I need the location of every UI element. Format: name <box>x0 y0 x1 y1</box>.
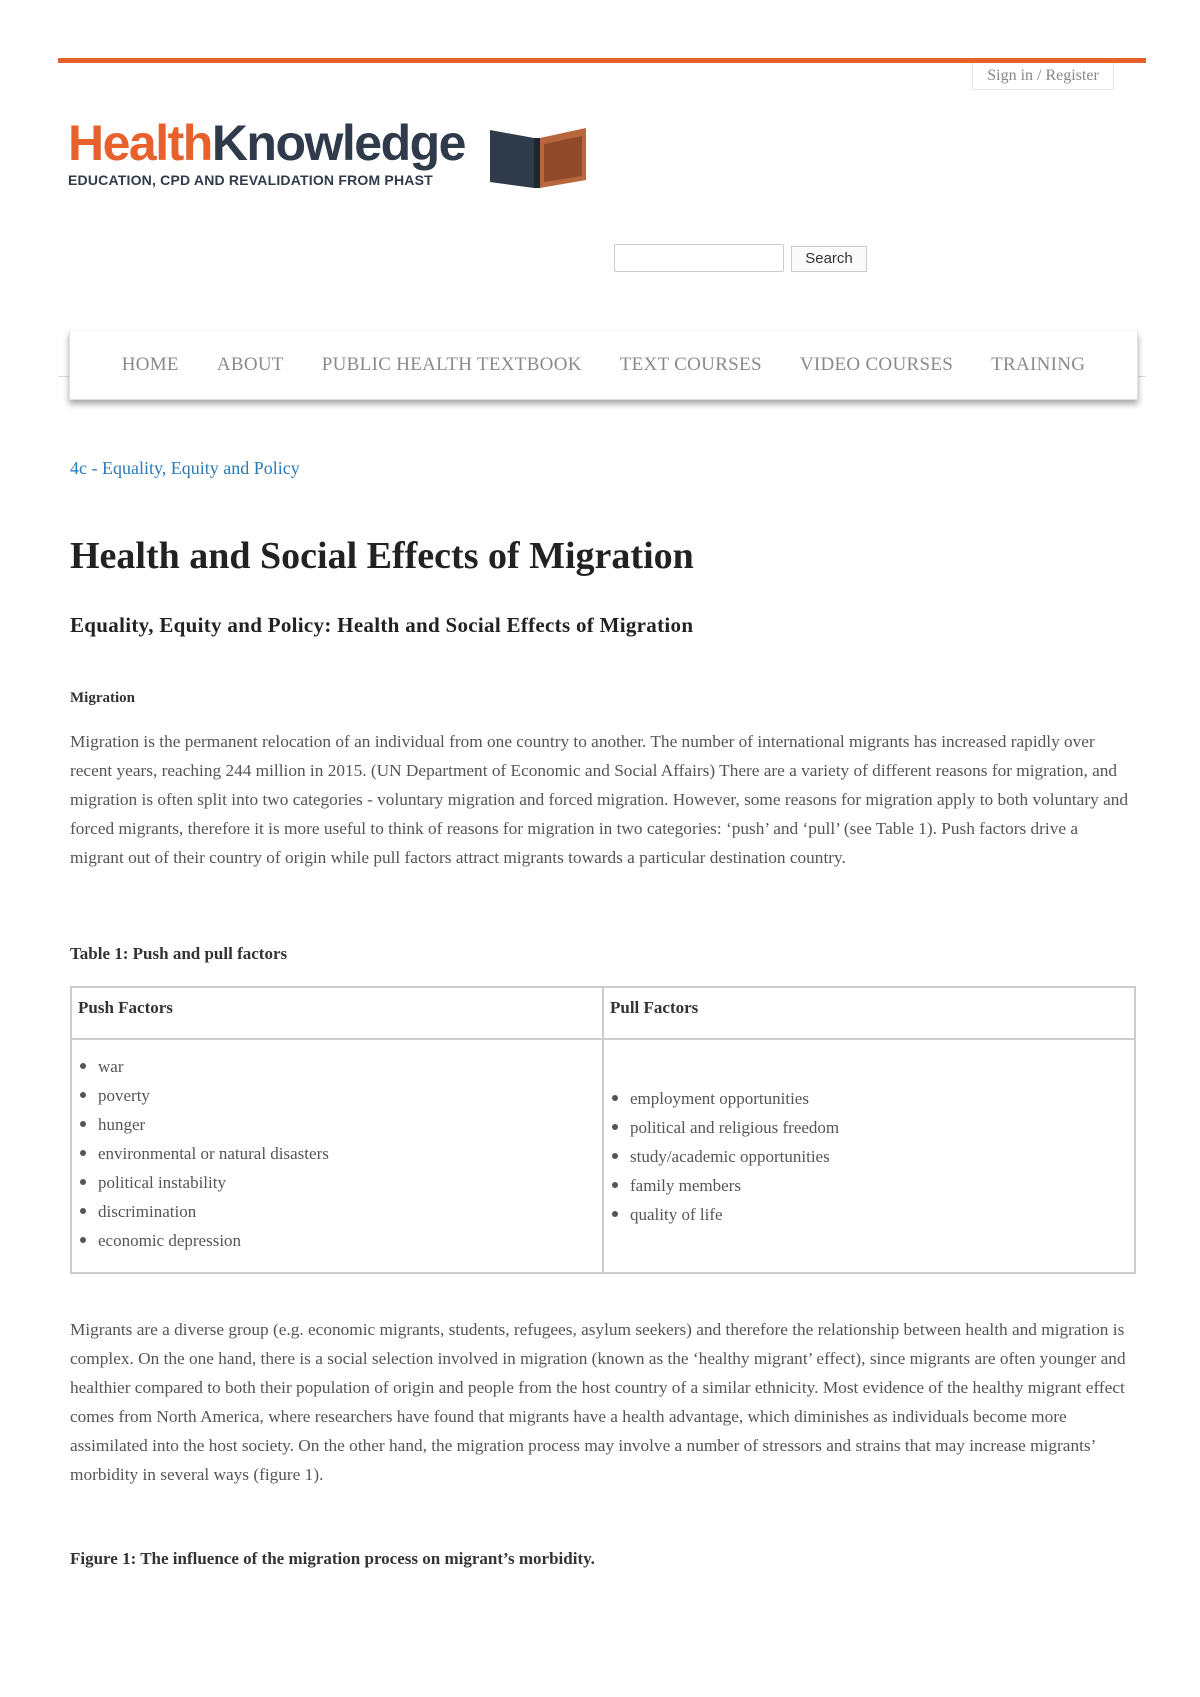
book-logo-icon <box>486 124 590 192</box>
list-item: economic depression <box>78 1226 596 1255</box>
list-item: quality of life <box>610 1200 1128 1229</box>
nav-item-home[interactable]: HOME <box>121 354 179 375</box>
page-title: Health and Social Effects of Migration <box>70 535 694 577</box>
list-item: hunger <box>78 1110 596 1139</box>
pull-factors-list <box>610 1084 1128 1229</box>
nav-item-video-courses[interactable]: VIDEO COURSES <box>799 354 954 375</box>
logo-word-knowledge: Knowledge <box>211 115 465 171</box>
nav-item-public-health-textbook[interactable]: PUBLIC HEALTH TEXTBOOK <box>321 354 582 375</box>
page-subtitle: Equality, Equity and Policy: Health and Social Effects of Migration <box>70 613 694 637</box>
nav-item-training[interactable]: TRAINING <box>991 354 1086 375</box>
section-heading: Migration <box>70 690 135 706</box>
pull-factors-header: Pull Factors <box>603 987 1135 1039</box>
intro-paragraph: Migration is the permanent relocation of an individual from one country to another. The number of international migrants has increased rapidly over recent years, reaching 244 million in 2015. (UN Department of Economic and Social Affairs) There are a variety of different reasons for migration, and migration is often split into two categories - voluntary migration and forced migration. However, some reasons for migration apply to both voluntary and forced migrants, therefore it is more useful to think of reasons for migration in two categories: ‘push’ and ‘pull’ (see Table 1). Push factors drive a migrant out of their country of origin while pull factors attract migrants towards a particular destination country. <box>70 732 1129 867</box>
nav-item-about[interactable]: ABOUT <box>216 354 284 375</box>
list-item: employment opportunities <box>610 1084 1128 1113</box>
search-input[interactable] <box>614 244 784 272</box>
health-paragraph: Migrants are a diverse group (e.g. economic migrants, students, refugees, asylum seekers) and therefore the relationship between health and migration is complex. On the one hand, there is a social selection involved in migration (known as the ‘healthy migrant’ effect), since migrants are often younger and healthier compared to both their population of origin and people from the host country of a similar ethnicity. Most evidence of the healthy migrant effect comes from North America, where researchers have found that migrants have a health advantage, which diminishes as individuals become more assimilated into the host society. On the other hand, the migration process may involve a number of stressors and strains that may increase migrants’ morbidity in several ways (figure 1). <box>70 1320 1126 1484</box>
search-button[interactable]: Search <box>791 246 867 272</box>
pull-factors-cell <box>603 1039 1135 1273</box>
logo-tagline: EDUCATION, CPD AND REVALIDATION FROM PHAST <box>68 172 433 188</box>
figure-caption: Figure 1: The influence of the migration process on migrant’s morbidity. <box>70 1549 595 1568</box>
breadcrumb[interactable]: 4c - Equality, Equity and Policy <box>70 458 300 478</box>
list-item: discrimination <box>78 1197 596 1226</box>
push-pull-table <box>70 986 1136 1274</box>
push-factors-header: Push Factors <box>71 987 603 1039</box>
main-nav <box>69 331 1138 400</box>
list-item: study/academic opportunities <box>610 1142 1128 1171</box>
list-item: environmental or natural disasters <box>78 1139 596 1168</box>
table-caption: Table 1: Push and pull factors <box>70 944 288 963</box>
push-factors-cell <box>71 1039 603 1273</box>
list-item: family members <box>610 1171 1128 1200</box>
list-item: poverty <box>78 1081 596 1110</box>
list-item: political and religious freedom <box>610 1113 1128 1142</box>
push-factors-list <box>78 1052 596 1255</box>
logo-word-health: Health <box>68 115 212 171</box>
list-item: war <box>78 1052 596 1081</box>
list-item: political instability <box>78 1168 596 1197</box>
sign-in-register-link[interactable]: Sign in / Register <box>972 63 1114 90</box>
nav-item-text-courses[interactable]: TEXT COURSES <box>619 354 762 375</box>
